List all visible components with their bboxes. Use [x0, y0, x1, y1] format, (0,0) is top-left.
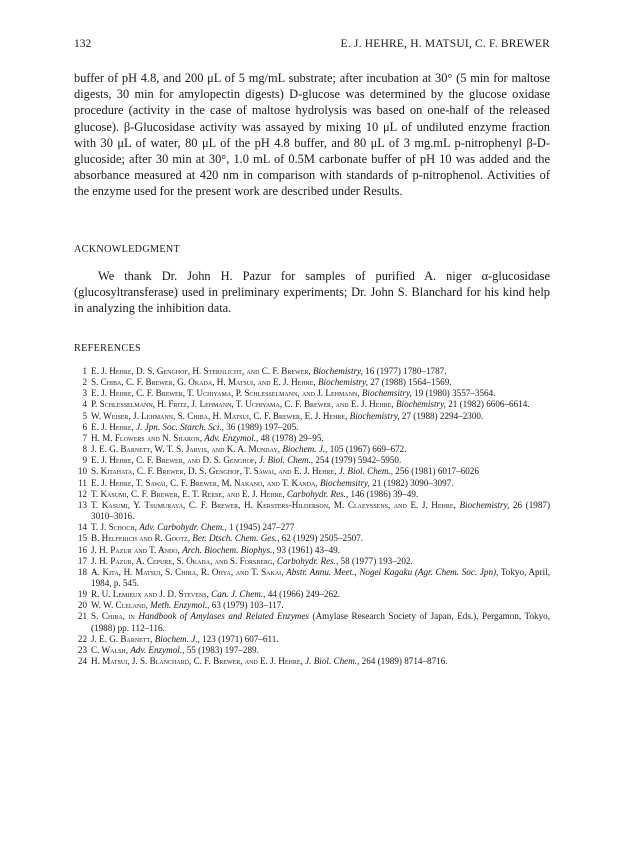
reference-item — [74, 600, 550, 611]
reference-authors: T. J. Schoch, — [91, 522, 137, 533]
acknowledgment-text: We thank Dr. John H. Pazur for samples of purified A. niger α-glucosidase (glucosyltransferase) used in preliminary experiments; Dr. John S. Blanchard for his kind help in analyzing the inhibition data. — [74, 269, 550, 316]
reference-item — [74, 377, 550, 388]
reference-journal: Biochemsitry, — [361, 388, 412, 399]
reference-authors: H. Matsui, J. S. Blanchard, C. F. Brewer, and E. J. Hehre, — [91, 656, 303, 667]
reference-details: 48 (1978) 29–95. — [260, 432, 324, 443]
reference-number: 12 — [77, 488, 87, 499]
reference-journal: J. Biol. Chem., — [258, 455, 314, 466]
reference-authors: J. E. G. Barnett, W. T. S. Jarvis, and K. A. Munday, — [91, 444, 281, 455]
reference-authors: S. Kitahata, C. F. Brewer, D. S. Genghof, T. Sawai, and E. J. Hehre, — [91, 466, 337, 477]
reference-journal: Adv. Enzymol., — [204, 432, 259, 443]
reference-details: 256 (1981) 6017–6026 — [395, 466, 479, 477]
reference-details: 27 (1988) 1564–1569. — [370, 377, 452, 388]
reference-item — [74, 500, 550, 522]
reference-authors: P. Schlesselmann, H. Fritz, J. Lehmann, T. Uchiyama, C. F. Brewer, and E. J. Hehre, — [91, 399, 394, 410]
reference-number: 6 — [82, 421, 87, 432]
reference-details: 58 (1977) 193–202. — [340, 555, 413, 566]
running-authors: E. J. HEHRE, H. MATSUI, C. F. BREWER — [340, 38, 550, 50]
reference-item — [74, 455, 550, 466]
reference-journal: Abstr. Annu. Meet., Nogei Kagaku (Agr. Chem. Soc. Jpn), — [286, 566, 499, 577]
reference-journal: Adv. Enzymol., — [130, 644, 185, 655]
reference-details: Tokyo, April, 1984, p. 545. — [91, 566, 550, 588]
reference-authors: E. J. Hehre, T. Sawai, C. F. Brewer, M. Nakano, and T. Kanda, — [91, 477, 318, 488]
reference-authors: H. M. Flowers and N. Sharon, — [91, 432, 202, 443]
reference-authors: S. Chiba, C. F. Brewer, G. Okada, H. Matsui, and E. J. Hehre, — [91, 377, 316, 388]
reference-journal: Carbohydr. Res., — [276, 555, 339, 566]
reference-journal: Biochemistry, — [459, 499, 510, 510]
reference-number: 20 — [77, 600, 87, 611]
reference-number: 7 — [82, 432, 87, 443]
reference-item — [74, 478, 550, 489]
reference-number: 8 — [82, 444, 87, 455]
reference-item — [74, 645, 550, 656]
reference-number: 4 — [82, 399, 87, 410]
reference-item — [74, 545, 550, 556]
reference-details: 105 (1967) 669–672. — [329, 444, 407, 455]
reference-item — [74, 634, 550, 645]
reference-details: 55 (1983) 197–289. — [186, 644, 259, 655]
reference-item — [74, 366, 550, 377]
reference-journal: Handbook of Amylases and Related Enzymes — [138, 611, 309, 622]
reference-item — [74, 589, 550, 600]
reference-number: 21 — [77, 611, 87, 622]
reference-authors: C. Walsh, — [91, 644, 129, 655]
reference-authors: E. J. Hehre, D. S. Genghof, H. Sternlicht, and C. F. Brewer, — [91, 366, 311, 376]
reference-journal: Carbohydr. Res., — [286, 488, 349, 499]
reference-number: 23 — [77, 644, 87, 655]
reference-details: 63 (1979) 103–117. — [211, 600, 284, 611]
reference-number: 11 — [78, 477, 87, 488]
reference-journal: J. Jpn. Soc. Starch. Sci., — [136, 421, 224, 432]
reference-journal: Ber. Dtsch. Chem. Ges., — [192, 533, 280, 544]
reference-number: 17 — [77, 555, 87, 566]
reference-item — [74, 567, 550, 589]
reference-details: (Amylase Research Society of Japan, Eds.), Pergamon, Tokyo, (1988) pp. 112–116. — [91, 611, 550, 633]
reference-journal: Biochemistry, — [395, 399, 446, 410]
reference-details: 16 (1977) 1780–1787. — [365, 366, 447, 376]
reference-item — [74, 422, 550, 433]
reference-number: 22 — [77, 633, 87, 644]
reference-authors: E. J. Hehre, C. F. Brewer, and D. S. Genghof, — [91, 455, 257, 466]
reference-journal: Can. J. Chem., — [211, 589, 266, 600]
page-number: 132 — [74, 38, 92, 50]
reference-item — [74, 466, 550, 477]
reference-authors: E. J. Hehre, C. F. Brewer, T. Uchiyama, P. Schlesselmann, and J. Lehmann, — [91, 388, 360, 399]
reference-number: 18 — [77, 566, 87, 577]
reference-item — [74, 611, 550, 633]
running-header — [74, 38, 550, 54]
reference-journal: Biochemistry, — [312, 366, 363, 376]
reference-authors: W. W. Cleland, — [91, 600, 148, 611]
references-heading: REFERENCES — [74, 343, 141, 354]
reference-details: 264 (1989) 8714–8716. — [361, 656, 448, 667]
reference-details: 27 (1988) 2294–2300. — [401, 410, 484, 421]
reference-details: 93 (1961) 43–49. — [276, 544, 340, 555]
references-list — [74, 366, 550, 667]
reference-item — [74, 411, 550, 422]
reference-number: 19 — [77, 589, 87, 600]
reference-journal: Adv. Carbohydr. Chem., — [139, 522, 227, 533]
reference-number: 15 — [77, 533, 87, 544]
reference-details: 123 (1971) 607–611. — [202, 633, 279, 644]
reference-authors: J. E. G. Barnett, — [91, 633, 153, 644]
reference-item — [74, 556, 550, 567]
reference-number: 1 — [82, 366, 87, 376]
methods-paragraph — [74, 70, 550, 200]
reference-journal: Biochemsitry, — [319, 477, 370, 488]
reference-authors: J. H. Pazur and T. Ando, — [91, 544, 180, 555]
reference-details: 1 (1945) 247–277 — [229, 522, 295, 533]
reference-details: 19 (1980) 3557–3564. — [414, 388, 496, 399]
reference-details: 146 (1986) 39–49. — [350, 488, 419, 499]
reference-journal: J. Biol. Chem., — [338, 466, 393, 477]
reference-authors: W. Weiser, J. Lehmann, S. Chiba, H. Matsui, C. F. Brewer, E. J. Hehre, — [91, 410, 348, 421]
reference-authors: A. Kita, H. Matsui, S. Chiba, R. Ohya, and T. Sakai, — [91, 566, 284, 577]
reference-authors: B. Helferich and R. Gootz, — [91, 533, 190, 544]
reference-item — [74, 399, 550, 410]
reference-number: 24 — [77, 656, 87, 667]
reference-details: 21 (1982) 6606–6614. — [448, 399, 530, 410]
reference-journal: Arch. Biochem. Biophys., — [182, 544, 275, 555]
reference-number: 3 — [82, 388, 87, 399]
reference-item — [74, 388, 550, 399]
reference-number: 13 — [77, 499, 87, 510]
reference-number: 14 — [77, 522, 87, 533]
reference-authors: J. H. Pazur, A. Cepure, S. Okada, and S. Forsberg, — [91, 555, 275, 566]
reference-journal: Biochem. J., — [154, 633, 200, 644]
reference-authors: S. Chiba, in — [91, 611, 135, 622]
reference-number: 16 — [77, 544, 87, 555]
reference-authors: T. Kasumi, Y. Tsumuraya, C. F. Brewer, H. Kersters-Hilderson, M. Claeyssens, and E. J. Hehre, — [91, 499, 456, 510]
reference-journal: Biochemistry, — [349, 410, 400, 421]
reference-item — [74, 433, 550, 444]
reference-item — [74, 489, 550, 500]
reference-details: 62 (1929) 2505–2507. — [281, 533, 364, 544]
reference-details: 44 (1966) 249–262. — [267, 589, 340, 600]
reference-authors: E. J. Hehre, — [91, 421, 134, 432]
reference-details: 254 (1979) 5942–5950. — [315, 455, 402, 466]
reference-item — [74, 656, 550, 667]
reference-item — [74, 522, 550, 533]
reference-journal: J. Biol. Chem., — [305, 656, 360, 667]
reference-details: 26 (1987) 3010–3016. — [91, 499, 551, 522]
body-text: buffer of pH 4.8, and 200 μL of 5 mg/mL substrate; after incubation at 30° (5 min for maltose digests, 30 min for amylopectin digests) D-glucose was determined by the glucose oxidase procedure (activity in the case of maltose hydrolysis was based on one-half of the released glucose). β-Glucosidase activity was assayed by mixing 10 μL of undiluted enzyme fraction with 30 μL of water, 80 μL of the pH 4.8 buffer, and 80 μL of 3 mg.mL p-nitrophenyl β-D-glucoside; after 30 min at 30°, 1.0 mL of 0.5M carbonate buffer of pH 10 was added and the absorbance measured at 420 nm in comparison with standards of p-nitrophenol. Activities of the enzyme used for the present work are described under Results. — [74, 71, 550, 199]
reference-number: 9 — [82, 455, 87, 466]
reference-item — [74, 444, 550, 455]
reference-journal: Biochem. J., — [282, 444, 328, 455]
reference-authors: R. U. Lemieux and J. D. Stevens, — [91, 589, 209, 600]
reference-details: 36 (1989) 197–205. — [226, 421, 299, 432]
reference-journal: Biochemistry, — [317, 377, 368, 388]
reference-item — [74, 533, 550, 544]
acknowledgment-heading: ACKNOWLEDGMENT — [74, 244, 181, 255]
reference-authors: T. Kasumi, C. F. Brewer, E. T. Reese, and E. J. Hehre, — [91, 488, 285, 499]
reference-number: 2 — [82, 377, 87, 388]
reference-details: 21 (1982) 3090–3097. — [372, 477, 454, 488]
reference-number: 5 — [82, 410, 87, 421]
reference-number: 10 — [77, 466, 87, 477]
reference-journal: Meth. Enzymol., — [150, 600, 210, 611]
